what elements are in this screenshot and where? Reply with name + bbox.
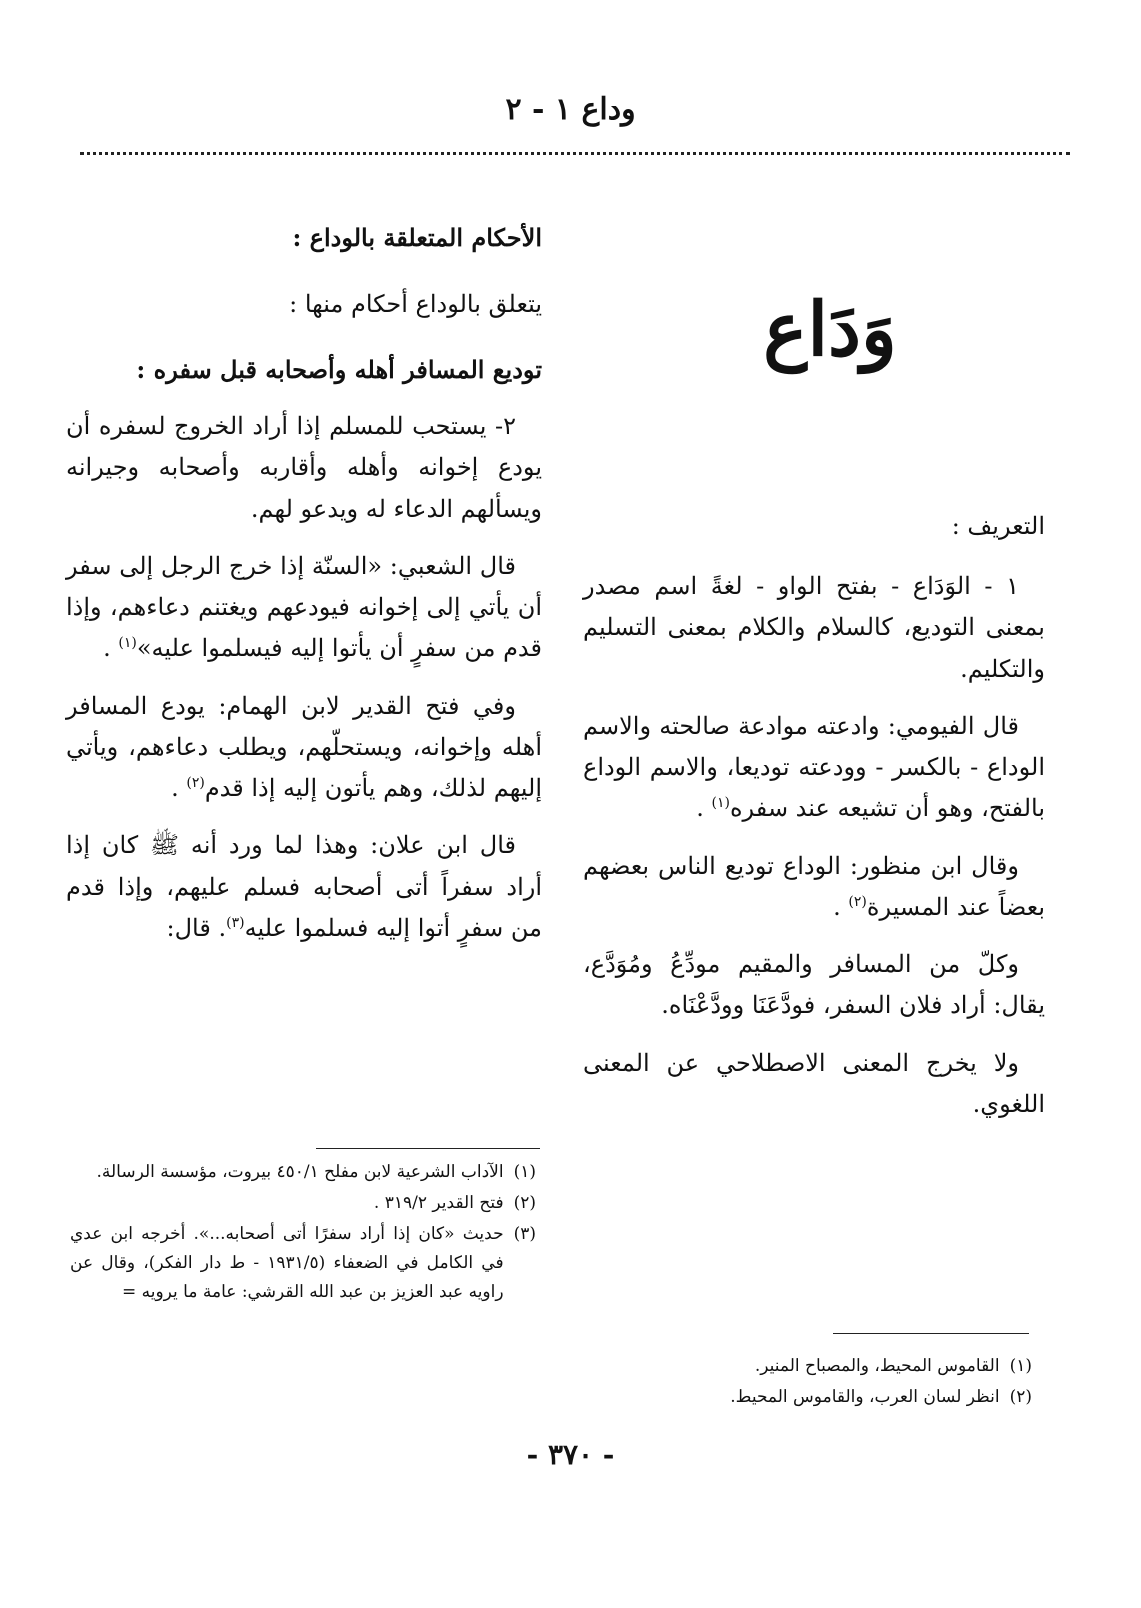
- right-paragraph-5: ولا يخرج المعنى الاصطلاحي عن المعنى اللغوي.: [583, 1048, 1045, 1118]
- footnote-number: (١): [513, 1162, 536, 1182]
- footnote-number: (١): [1009, 1356, 1032, 1376]
- definition-heading: التعريف :: [951, 512, 1045, 540]
- footnote: [70, 1189, 536, 1218]
- footnote-ref: (٢): [186, 775, 205, 792]
- right-footnote-separator: [833, 1333, 1029, 1334]
- footnote-number: (٢): [1009, 1386, 1032, 1407]
- rulings-heading: الأحكام المتعلقة بالوداع :: [292, 223, 542, 252]
- footnote-text: فتح القدير ٣١٩/٢ .: [373, 1192, 504, 1213]
- footnote-ref: (٣): [226, 914, 245, 931]
- right-column: [583, 508, 1045, 1141]
- left-paragraph-3-text: وفي فتح القدير لابن الهمام: يودع المسافر أهله وإخوانه، ويستحلّهم، ويطلب دعاءهم، ويأتي إليهم لذلك، وهم يأتون إليه إذا قدم: [66, 691, 542, 803]
- left-paragraph-1: ٢- يستحب للمسلم إذا أراد الخروج لسفره أن يودع إخوانه وأهله وأقاربه وأصحابه وجيرانه ويسألهم الدعاء له ويدعو لهم.: [66, 412, 542, 523]
- left-paragraph-4-tail: . قال:: [166, 913, 227, 942]
- header-dotted-rule: [80, 152, 1070, 155]
- rulings-intro: يتعلق بالوداع أحكام منها :: [289, 290, 542, 318]
- footnote-number: (٢): [513, 1192, 536, 1213]
- rulings-subheading: توديع المسافر أهله وأصحابه قبل سفره :: [136, 355, 542, 384]
- footnote: [620, 1383, 1032, 1412]
- right-paragraph-3-text: وقال ابن منظور: الوداع توديع الناس بعضهم بعضاً عند المسيرة: [583, 851, 1045, 921]
- footnote-ref: (٢): [848, 893, 867, 910]
- left-paragraph-2-text: قال الشعبي: «السنّة إذا خرج الرجل إلى سفر أن يأتي إلى إخوانه فيودعهم ويغتنم دعاءهم، وإذا قدم من سفرٍ أن يأتوا إليه فيسلموا عليه»: [66, 551, 542, 663]
- right-paragraph-3: وقال ابن منظور: الوداع توديع الناس بعضهم بعضاً عند المسيرة$^{(٢)}$ .: [583, 851, 1045, 921]
- running-header: وداع ١ - ٢: [505, 92, 636, 127]
- footnote-text: القاموس المحيط، والمصباح المنير.: [754, 1356, 1000, 1376]
- footnote: [70, 1220, 536, 1307]
- footnote-number: (٣): [513, 1223, 536, 1244]
- left-paragraph-4: [66, 825, 542, 949]
- footnote-text: انظر لسان العرب، والقاموس المحيط.: [730, 1386, 1000, 1407]
- footnote-ref: (١): [711, 795, 730, 812]
- right-paragraph-1: ١ - الوَدَاع - بفتح الواو - لغةً اسم مصدر بمعنى التوديع، كالسلام والكلام بمعنى التسليم والتكليم.: [583, 572, 1045, 683]
- left-column: [66, 220, 542, 965]
- left-paragraph-3: وفي فتح القدير لابن الهمام: يودع المسافر أهله وإخوانه، ويستحلّهم، ويطلب دعاءهم، ويأتي إليهم لذلك، وهم يأتون إليه إذا قدم$^{(٢)}$ .: [66, 691, 542, 803]
- footnote-text: الآداب الشرعية لابن مفلح ٤٥٠/١ بيروت، مؤسسة الرسالة.: [96, 1162, 504, 1182]
- right-paragraph-2-text: قال الفيومي: وادعته موادعة صالحته والاسم الوداع - بالكسر - وودعته توديعا، والاسم الوداع بالفتح، وهو أن تشيعه عند سفره: [583, 711, 1045, 823]
- left-paragraph-2: قال الشعبي: «السنّة إذا خرج الرجل إلى سفر أن يأتي إلى إخوانه فيودعهم ويغتنم دعاءهم، وإذا قدم من سفرٍ أن يأتوا إليه فيسلموا عليه»$^{(١)}$ .: [66, 551, 542, 663]
- right-footnotes: [620, 1352, 1032, 1414]
- right-paragraph-2: قال الفيومي: وادعته موادعة صالحته والاسم الوداع - بالكسر - وودعته توديعا، والاسم الوداع بالفتح، وهو أن تشيعه عند سفره$^{(١)}$ .: [583, 711, 1045, 823]
- footnote: [620, 1352, 1032, 1381]
- left-paragraph-4-text: قال ابن علان: وهذا لما ورد أنه ﷺ كان إذا أراد سفراً أتى أصحابه فسلم عليهم، وإذا قدم من سفرٍ أتوا إليه فسلموا عليه: [66, 831, 542, 942]
- entry-title: وَدَاع: [763, 287, 897, 373]
- footnote: [70, 1158, 536, 1187]
- right-paragraph-4: وكلّ من المسافر والمقيم مودِّعُ ومُوَدَّع، يقال: أراد فلان السفر، فودَّعَنَا وودَّعْنَاه.: [583, 950, 1045, 1020]
- page-number: - ٣٧٠ -: [526, 1438, 615, 1471]
- left-footnotes: [70, 1158, 536, 1308]
- footnote-text: حديث «كان إذا أراد سفرًا أتى أصحابه...». أخرجه ابن عدي في الكامل في الضعفاء (١٩٣١/٥ - ط دار الفكر)، وقال عن راويه عبد العزيز بن عبد الله القرشي: عامة ما يرويه =: [70, 1223, 504, 1302]
- left-footnote-separator: [316, 1148, 540, 1149]
- footnote-ref: (١): [118, 635, 137, 652]
